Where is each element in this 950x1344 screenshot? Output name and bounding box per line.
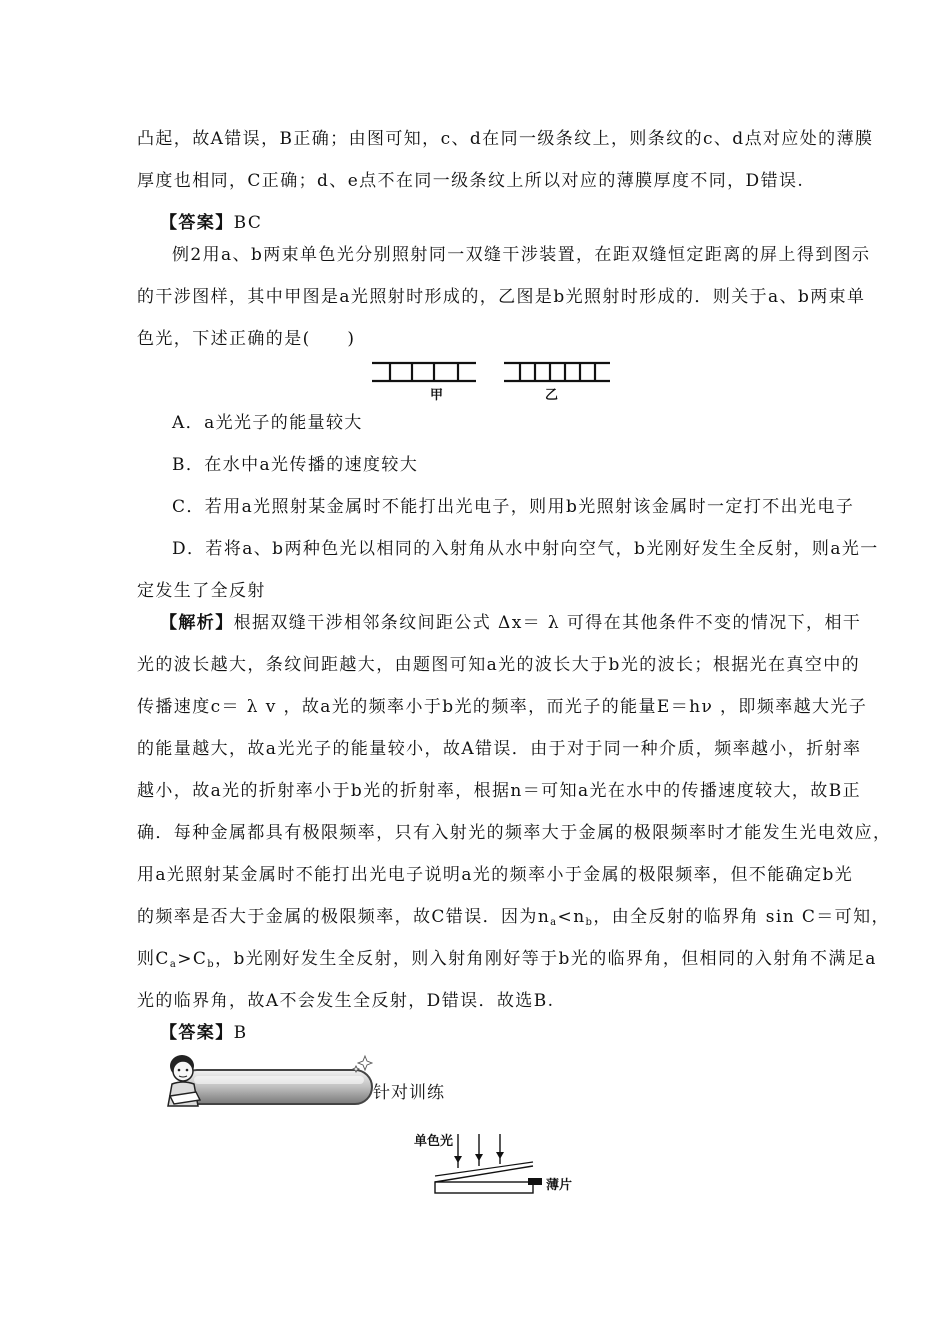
text-line: 的能量越大，故a光光子的能量较小，故A错误．由于对于同一种介质，频率越小，折射率	[137, 739, 862, 759]
text-line: 凸起，故A错误，B正确；由图可知，c、d在同一级条纹上，则条纹的c、d点对应处的薄膜	[137, 129, 874, 149]
figure-label-thin-sheet: 薄片	[546, 1178, 573, 1193]
analysis-first-line	[160, 612, 861, 634]
text-span: ，由全反射的临界角 sin C＝可知，	[593, 907, 890, 927]
figure-label-jia: 甲	[430, 388, 444, 403]
text-line: 光的临界角，故A不会发生全反射，D错误．故选B.	[137, 991, 555, 1011]
text-line	[137, 906, 890, 934]
option-a: A．a光光子的能量较大	[172, 413, 363, 433]
option-c: C．若用a光照射某金属时不能打出光电子，则用b光照射该金属时一定打不出光电子	[172, 497, 855, 517]
subscript: a	[169, 959, 178, 970]
answer-line	[160, 212, 262, 234]
answer-value: B	[233, 1023, 248, 1043]
sparkle-icon	[353, 1056, 372, 1072]
text-span: ，b光刚好发生全反射，则入射角刚好等于b光的临界角，但相同的入射角不满足a	[215, 949, 877, 969]
option-d: D．若将a、b两种色光以相同的入射角从水中射向空气，b光刚好发生全反射，则a光一	[172, 539, 879, 559]
subscript: b	[207, 959, 216, 970]
answer-tag: 【答案】	[160, 1023, 234, 1043]
text-line: 例2用a、b两束单色光分别照射同一双缝干涉装置，在距双缝恒定距离的屏上得到图示	[172, 245, 871, 265]
figure-label-monochromatic-light: 单色光	[414, 1134, 454, 1149]
text-line: 色光，下述正确的是( )	[137, 329, 356, 349]
text-line: 传播速度c＝ λ v ，故a光的频率小于b光的频率，而光子的能量E＝hν ，即频率越大光子	[137, 697, 868, 717]
text-line: 光的波长越大，条纹间距越大，由题图可知a光的波长大于b光的波长；根据光在真空中的	[137, 655, 861, 675]
subscript: a	[550, 917, 558, 928]
analysis-tag: 【解析】	[160, 613, 234, 633]
text-line: 越小，故a光的折射率小于b光的折射率，根据n＝可知a光在水中的传播速度较大，故B正	[137, 781, 861, 801]
text-line: 用a光照射某金属时不能打出光电子说明a光的频率小于金属的极限频率，但不能确定b光	[137, 865, 854, 885]
text-line: 的干涉图样，其中甲图是a光照射时形成的，乙图是b光照射时形成的．则关于a、b两束单	[137, 287, 866, 307]
text-span: 的频率是否大于金属的极限频率，故C错误．因为	[137, 907, 538, 927]
answer-value: BC	[233, 213, 263, 233]
analysis-text: 根据双缝干涉相邻条纹间距公式 Δx＝ λ 可得在其他条件不变的情况下，相干	[233, 613, 862, 633]
section-banner	[150, 1050, 380, 1112]
banner-title: 针对训练	[373, 1083, 445, 1103]
answer-tag: 【答案】	[160, 213, 234, 233]
text-line: 确．每种金属都具有极限频率，只有入射光的频率大于金属的极限频率时才能发生光电效应，	[137, 823, 892, 843]
text-span: 则C	[137, 949, 170, 969]
option-b: B．在水中a光传播的速度较大	[172, 455, 419, 475]
text-span: >C	[177, 949, 208, 969]
text-line	[137, 948, 877, 976]
interference-pattern-figure	[368, 360, 618, 386]
answer-line	[160, 1022, 248, 1044]
figure-label-yi: 乙	[545, 388, 559, 403]
option-d-continued: 定发生了全反射	[137, 581, 266, 601]
text-span: n	[537, 907, 551, 927]
text-line: 厚度也相同，C正确；d、e点不在同一级条纹上所以对应的薄膜厚度不同，D错误.	[137, 171, 805, 191]
text-span: <n	[557, 907, 586, 927]
subscript: b	[585, 917, 594, 928]
